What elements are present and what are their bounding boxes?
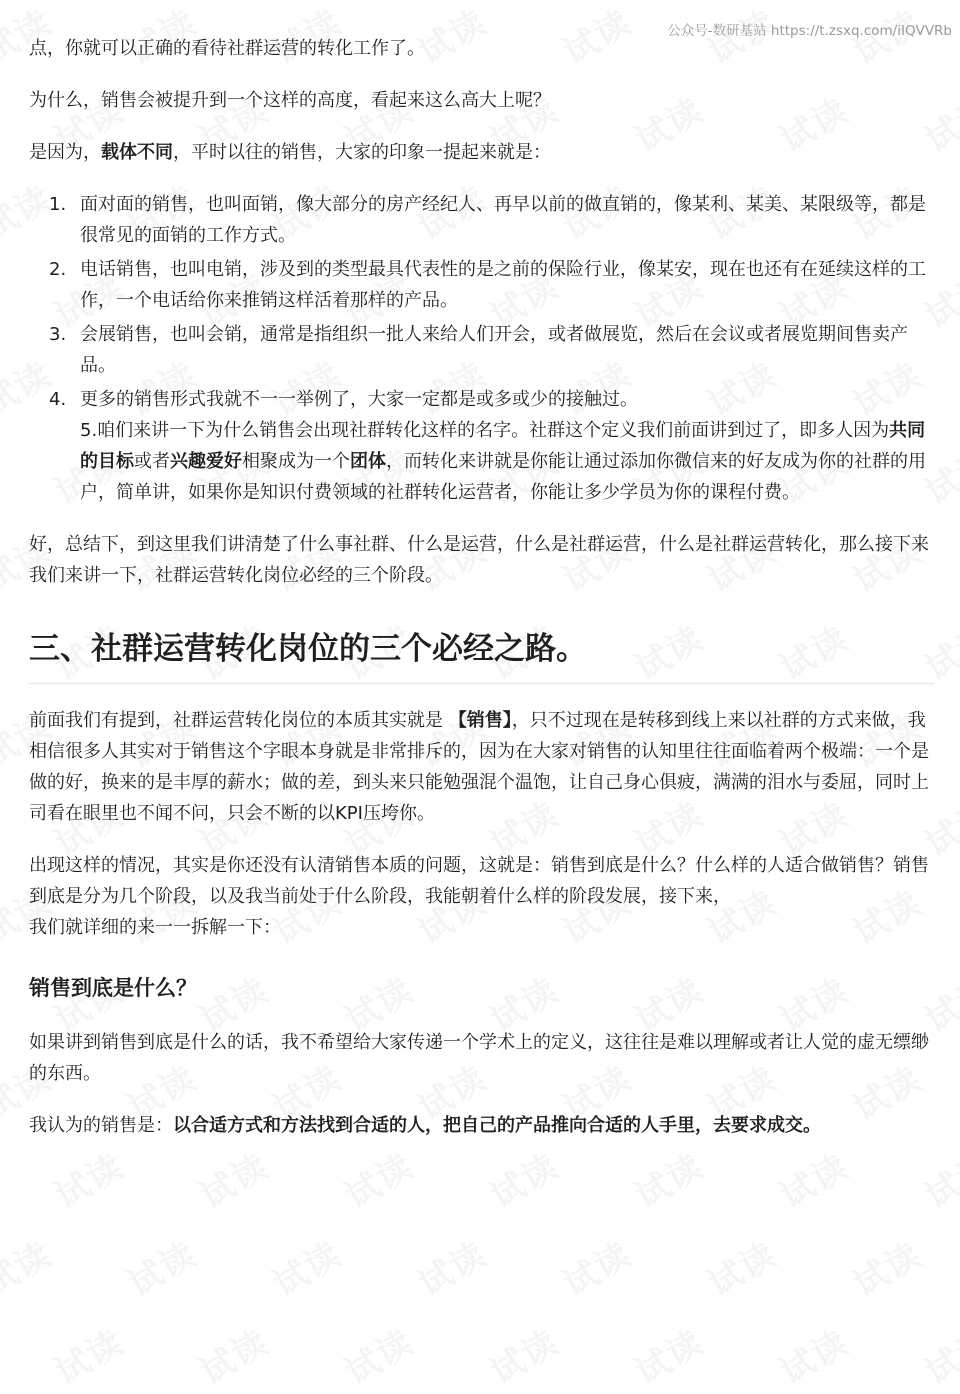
paragraph-intro-3 xyxy=(29,137,934,168)
paragraph-sales-1: 如果讲到销售到底是什么的话，我不希望给大家传递一个学术上的定义，这往往是难以理解或者让人觉的虚无缥缈的东西。 xyxy=(29,1032,929,1084)
watermark-mark xyxy=(0,1227,59,1305)
list-item-5 xyxy=(29,415,934,508)
text-span: ，只不过现在是转移到线上来以社群的方式来做，我相信很多人其实对于销售这个字眼本身就是非常排斥的，因为在大家对销售的认知里往往面临着两个极端：一个是做的好，换来的是丰厚的薪水；做的差，到头来只能勉强混个温饱，让自己身心俱疲，满满的泪水与委屈，同时上司看在眼里也不闻不问，只会不断的以KPI压垮你。 xyxy=(29,710,929,824)
watermark-mark xyxy=(915,1139,960,1217)
paragraph-section-3: 我们就详细的来一一拆解一下： xyxy=(29,917,281,938)
text-span: 相聚成为一个 xyxy=(242,451,350,472)
watermark-mark xyxy=(118,1227,205,1305)
bold-carrier-different: 载体不同 xyxy=(101,142,173,163)
watermark-mark xyxy=(190,1315,277,1393)
watermark-mark xyxy=(480,1315,567,1393)
list-number: 3. xyxy=(49,324,67,345)
watermark-mark xyxy=(625,1315,712,1393)
watermark-mark xyxy=(698,1227,785,1305)
list-item xyxy=(29,254,934,316)
bold-sales: 【销售】 xyxy=(448,710,512,731)
list-item-text: 电话销售，也叫电销，涉及到的类型最具代表性的是之前的保险行业，像某安，现在也还有在延续这样的工作，一个电话给你来推销这样活着那样的产品。 xyxy=(80,259,926,311)
list-item-text: 会展销售，也叫会销，通常是指组织一批人来给人们开会，或者做展览，然后在会议或者展览期间售卖产品。 xyxy=(80,324,908,376)
text-span: 前面我们有提到，社群运营转化岗位的本质其实就是 xyxy=(29,710,449,731)
paragraph-summary: 好，总结下，到这里我们讲清楚了什么事社群、什么是运营，什么是社群运营，什么是社群运营转化，那么接下来我们来讲一下，社群运营转化岗位必经的三个阶段。 xyxy=(29,534,929,586)
list-item xyxy=(29,319,934,381)
watermark-mark xyxy=(625,1139,712,1217)
watermark-mark xyxy=(770,1139,857,1217)
text-span: 5.咱们来讲一下为什么销售会出现社群转化这样的名字。社群这个定义我们前面讲到过了，即多人因为 xyxy=(80,420,890,441)
paragraph-section-1 xyxy=(29,705,934,829)
paragraph-intro-1: 点，你就可以正确的看待社群运营的转化工作了。 xyxy=(29,38,425,59)
watermark-mark xyxy=(480,1139,567,1217)
watermark-mark xyxy=(915,1315,960,1393)
bold-common-goal: 共同的目标 xyxy=(80,420,926,472)
list-item xyxy=(29,189,934,251)
text-span: 或者 xyxy=(134,451,170,472)
document-body xyxy=(29,33,934,1141)
bold-sales-definition: 以合适方式和方法找到合适的人，把自己的产品推向合适的人手里，去要求成交。 xyxy=(173,1115,821,1136)
list-item-text: 面对面的销售，也叫面销，像大部分的房产经纪人、再早以前的做直销的，像某利、某美、某限级等，都是很常见的面销的工作方式。 xyxy=(80,194,926,246)
sales-type-list xyxy=(29,189,934,415)
watermark-mark xyxy=(263,1227,350,1305)
watermark-mark xyxy=(45,1315,132,1393)
watermark-mark xyxy=(770,1315,857,1393)
watermark-mark xyxy=(335,1315,422,1393)
list-number: 4. xyxy=(49,389,67,410)
paragraph-sales-definition xyxy=(29,1110,934,1141)
paragraph-intro-2: 为什么，销售会被提升到一个这样的高度，看起来这么高大上呢？ xyxy=(29,90,551,111)
text-span: 我认为的销售是： xyxy=(29,1115,173,1136)
bold-group: 团体 xyxy=(350,451,386,472)
paragraph-section-2: 出现这样的情况，其实是你还没有认清销售本质的问题，这就是：销售到底是什么？什么样的人适合做销售？销售到底是分为几个阶段，以及我当前处于什么阶段，我能朝着什么样的阶段发展，接下来， xyxy=(29,855,929,907)
watermark-mark xyxy=(190,1139,277,1217)
bold-interest: 兴趣爱好 xyxy=(170,451,242,472)
watermark-mark xyxy=(553,1227,640,1305)
watermark-mark xyxy=(45,1139,132,1217)
list-item-text: 更多的销售形式我就不一一举例了，大家一定都是或多或少的接触过。 xyxy=(80,389,638,410)
text-span: ，而转化来讲就是你能让通过添加你微信来的好友成为你的社群的用户，简单讲，如果你是知识付费领域的社群转化运营者，你能让多少学员为你的课程付费。 xyxy=(80,451,926,503)
subheading-what-is-sales: 销售到底是什么？ xyxy=(29,976,197,1000)
watermark-mark xyxy=(408,1227,495,1305)
section-heading: 三、社群运营转化岗位的三个必经之路。 xyxy=(29,629,934,684)
watermark-mark xyxy=(843,1227,930,1305)
watermark-mark xyxy=(335,1139,422,1217)
list-number: 2. xyxy=(49,259,67,280)
list-number: 1. xyxy=(49,194,67,215)
text-span: ，平时以往的销售，大家的印象一提起来就是： xyxy=(173,142,551,163)
text-span: 是因为， xyxy=(29,142,101,163)
header-note: 公众号-数研基站 https://t.zsxq.com/iIQVVRb xyxy=(667,23,952,39)
list-item xyxy=(29,384,934,415)
